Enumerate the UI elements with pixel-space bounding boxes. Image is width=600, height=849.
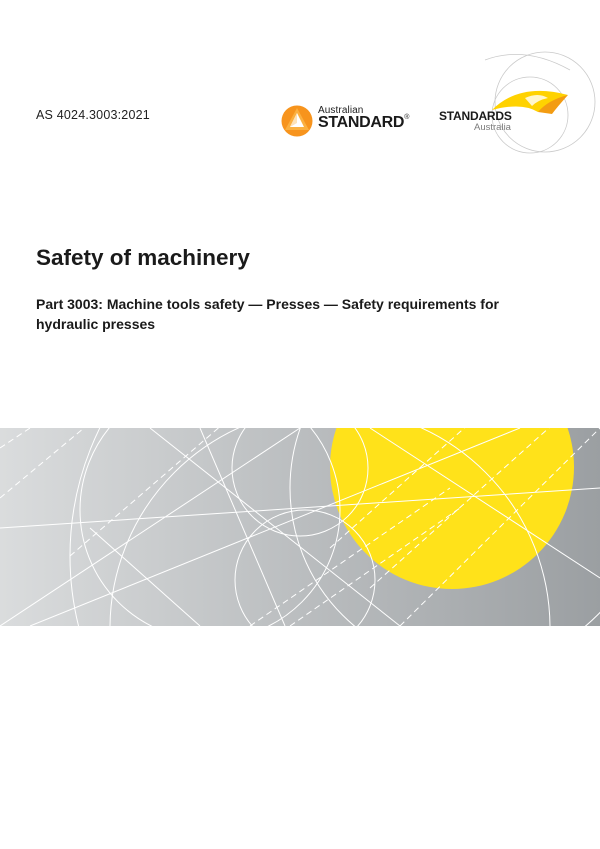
triangle-logo-icon (281, 103, 315, 139)
australian-standard-logo (281, 100, 411, 140)
standards-australia-logo (430, 40, 600, 180)
document-subtitle: Part 3003: Machine tools safety — Presses — Safety requirements for hydraulic presses (36, 296, 499, 332)
standard-number: AS 4024.3003:2021 (36, 108, 150, 122)
logo-line-australian: Australian (318, 105, 364, 116)
logo-line-standards: STANDARDS (439, 109, 512, 123)
registered-mark: ® (404, 114, 410, 121)
logo-line-australia: Australia (474, 122, 511, 133)
decorative-banner (0, 428, 600, 626)
document-title: Safety of machinery (36, 245, 250, 270)
logo-line-standard: STANDARD® (318, 114, 410, 131)
